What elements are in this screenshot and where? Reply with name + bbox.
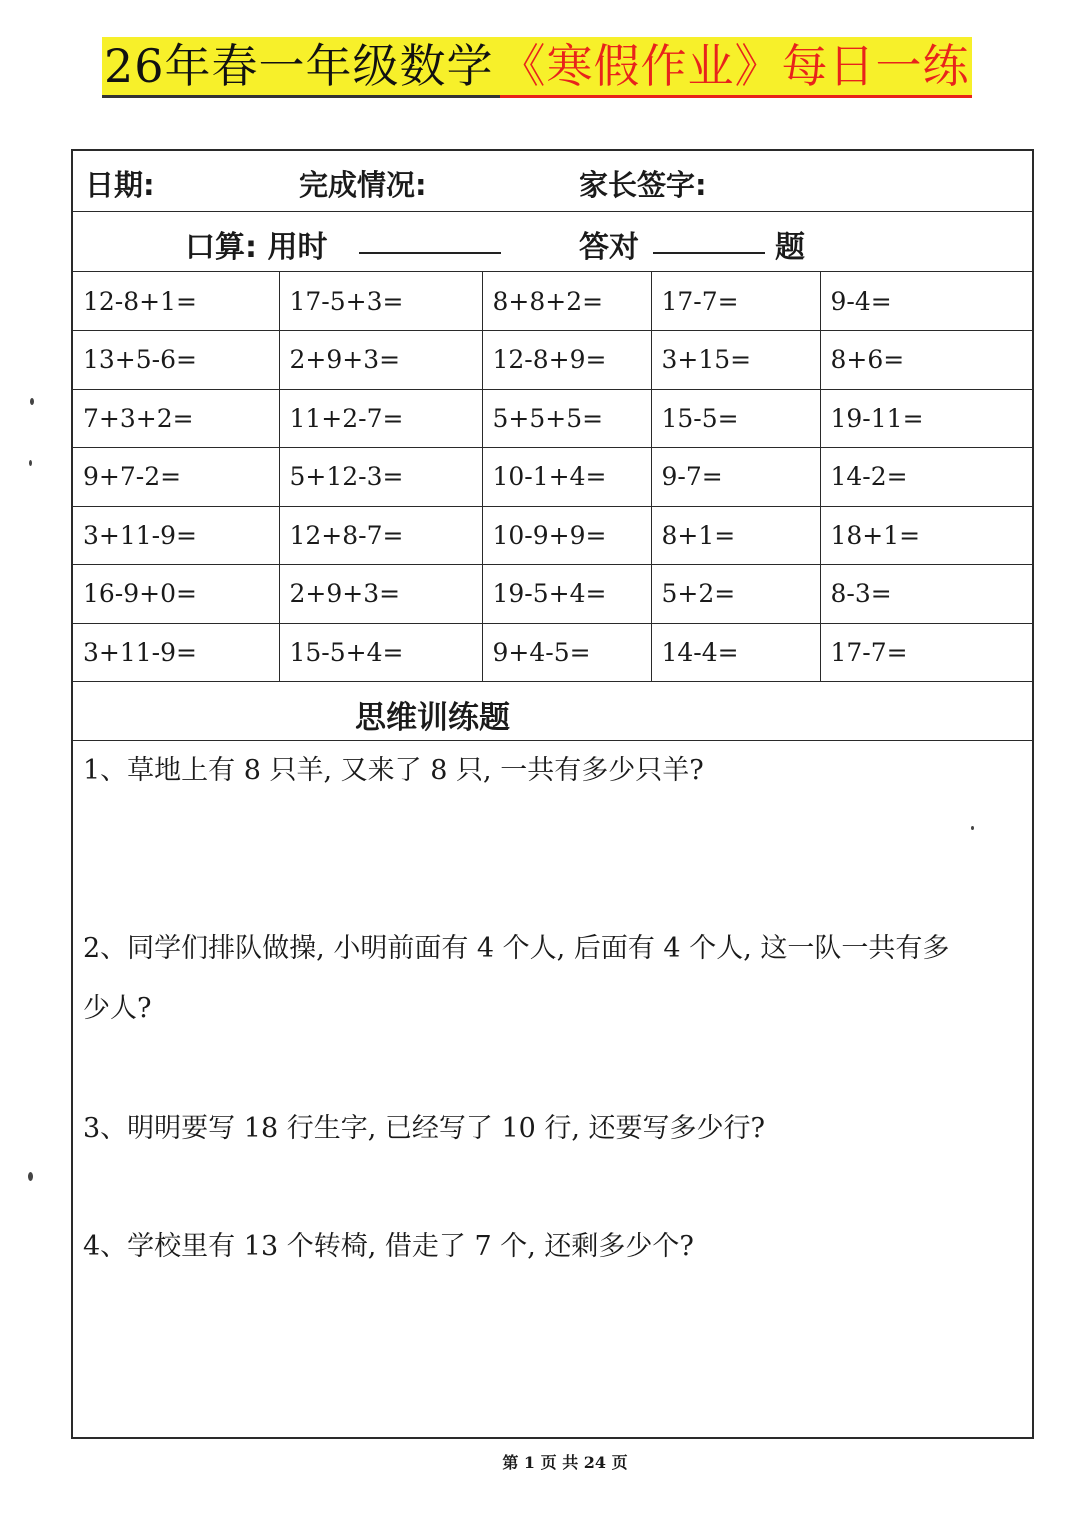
time-label: 口算: 用时 xyxy=(185,230,328,265)
problem-cell: 17-7= xyxy=(820,623,1032,682)
date-label: 日期: xyxy=(85,168,155,202)
question-4: 4、学校里有 13 个转椅, 借走了 7 个, 还剩多少个? xyxy=(83,1231,694,1262)
page-title xyxy=(102,38,972,96)
info-row xyxy=(73,151,1032,212)
question-1: 1、草地上有 8 只羊, 又来了 8 只, 一共有多少只羊? xyxy=(83,755,704,786)
problem-cell: 9+7-2= xyxy=(73,448,279,507)
status-label: 完成情况: xyxy=(299,168,427,202)
problem-cell: 2+9+3= xyxy=(279,331,482,390)
problem-cell: 15-5+4= xyxy=(279,623,482,682)
scan-speck xyxy=(29,460,32,466)
problem-cell: 5+5+5= xyxy=(482,389,651,448)
problem-row xyxy=(73,565,1032,624)
problem-row xyxy=(73,331,1032,390)
question-2: 2、同学们排队做操, 小明前面有 4 个人, 后面有 4 个人, 这一队一共有多 xyxy=(83,933,950,964)
problem-row xyxy=(73,448,1032,507)
problem-cell: 19-11= xyxy=(820,389,1032,448)
question-2-cont: 少人? xyxy=(83,993,152,1024)
problem-cell: 14-4= xyxy=(651,623,820,682)
problem-row xyxy=(73,623,1032,682)
problem-cell: 7+3+2= xyxy=(73,389,279,448)
problem-cell: 9-4= xyxy=(820,272,1032,331)
problem-cell: 10-1+4= xyxy=(482,448,651,507)
problem-cell: 5+2= xyxy=(651,565,820,624)
problem-cell: 15-5= xyxy=(651,389,820,448)
problem-row xyxy=(73,389,1032,448)
calc-row xyxy=(73,212,1032,272)
parent-sign-label: 家长签字: xyxy=(579,168,707,202)
problem-cell: 2+9+3= xyxy=(279,565,482,624)
word-problems xyxy=(73,741,1032,1431)
problem-cell: 13+5-6= xyxy=(73,331,279,390)
problem-cell: 12-8+9= xyxy=(482,331,651,390)
scan-speck xyxy=(30,398,34,405)
correct-blank xyxy=(653,222,765,254)
problem-cell: 10-9+9= xyxy=(482,506,651,565)
problem-cell: 16-9+0= xyxy=(73,565,279,624)
problem-cell: 3+11-9= xyxy=(73,623,279,682)
problem-cell: 11+2-7= xyxy=(279,389,482,448)
problem-cell: 8+6= xyxy=(820,331,1032,390)
problem-cell: 14-2= xyxy=(820,448,1032,507)
problem-cell: 19-5+4= xyxy=(482,565,651,624)
section-title: 思维训练题 xyxy=(355,700,510,736)
scan-speck xyxy=(28,1172,33,1181)
unit-label: 题 xyxy=(775,230,805,265)
problem-cell: 5+12-3= xyxy=(279,448,482,507)
problem-cell: 17-5+3= xyxy=(279,272,482,331)
problem-cell: 17-7= xyxy=(651,272,820,331)
problem-cell: 18+1= xyxy=(820,506,1032,565)
problem-cell: 8+1= xyxy=(651,506,820,565)
arithmetic-grid xyxy=(73,272,1032,682)
correct-label: 答对 xyxy=(579,230,639,265)
time-blank xyxy=(359,222,501,254)
section-heading xyxy=(73,682,1032,741)
problem-cell: 8+8+2= xyxy=(482,272,651,331)
problem-row xyxy=(73,272,1032,331)
problem-cell: 3+11-9= xyxy=(73,506,279,565)
problem-cell: 12+8-7= xyxy=(279,506,482,565)
title-homework: 《寒假作业》每日一练 xyxy=(500,37,972,98)
problem-cell: 9-7= xyxy=(651,448,820,507)
problem-cell: 8-3= xyxy=(820,565,1032,624)
problem-row xyxy=(73,506,1032,565)
problem-cell: 3+15= xyxy=(651,331,820,390)
scan-speck xyxy=(971,826,974,830)
page-footer: 第 1 页 共 24 页 xyxy=(502,1453,628,1472)
title-grade-subject: 26年春一年级数学 xyxy=(102,37,500,98)
question-3: 3、明明要写 18 行生字, 已经写了 10 行, 还要写多少行? xyxy=(83,1113,766,1144)
problem-cell: 9+4-5= xyxy=(482,623,651,682)
problem-cell: 12-8+1= xyxy=(73,272,279,331)
worksheet xyxy=(71,149,1034,1439)
